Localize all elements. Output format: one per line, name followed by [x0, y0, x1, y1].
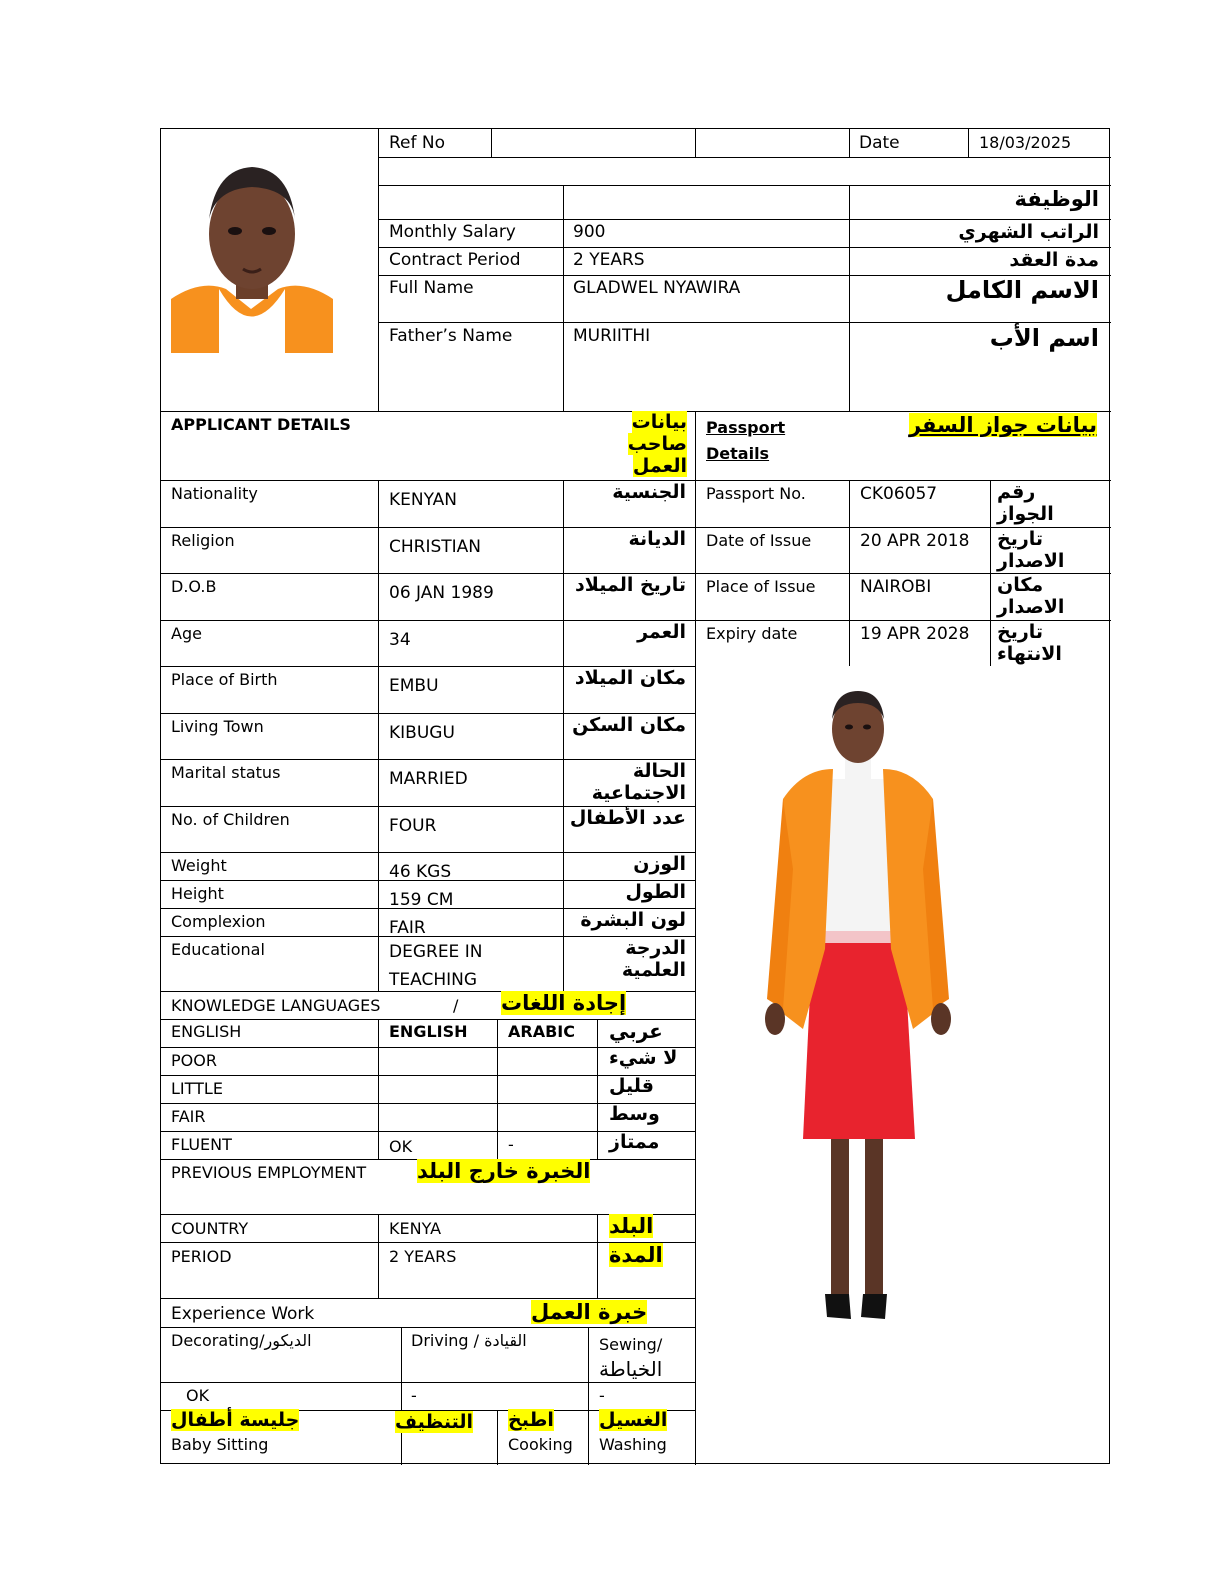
decorating-value: OK	[186, 1386, 210, 1405]
applicant-field-label: Age	[171, 624, 202, 643]
applicant-field-label: Weight	[171, 856, 227, 875]
salary-value: 900	[573, 222, 606, 242]
applicant-field-label-ar: مكان السكن	[572, 714, 686, 736]
skill-baby-ar: جليسة أطفال	[171, 1409, 300, 1431]
passport-details-title: Passport Details	[706, 418, 786, 463]
date-value: 18/03/2025	[979, 133, 1072, 152]
skill-baby-en: Baby Sitting	[171, 1435, 269, 1454]
experience-title: Experience Work	[171, 1304, 315, 1324]
languages-title: KNOWLEDGE LANGUAGES	[171, 996, 381, 1015]
skill-cleaning-ar: التنظيف	[394, 1411, 473, 1433]
applicant-field-label-ar: العمر	[637, 621, 686, 643]
passport-field-label: Expiry date	[706, 624, 798, 643]
language-level-label-ar: قليل	[609, 1075, 654, 1097]
applicant-field-label-ar: الجنسية	[612, 481, 686, 503]
languages-slash: /	[453, 996, 459, 1015]
passport-field-label-ar: تاريخ الانتهاء	[997, 621, 1062, 665]
language-level-label: FLUENT	[171, 1135, 232, 1154]
period-label: PERIOD	[171, 1247, 232, 1266]
languages-title-ar: إجادة اللغات	[501, 991, 627, 1015]
lang-col-en: ENGLISH	[171, 1022, 242, 1041]
applicant-field-label-ar: مكان الميلاد	[574, 667, 686, 689]
salary-label: Monthly Salary	[389, 222, 516, 242]
applicant-details-title-ar: بيانات صاحب العمل	[627, 411, 687, 477]
applicant-field-value: MARRIED	[389, 769, 468, 789]
period-value: 2 YEARS	[389, 1247, 457, 1266]
applicant-field-label: No. of Children	[171, 810, 290, 829]
skill-sewing-ar: الخياطة	[599, 1357, 663, 1381]
salary-label-ar: الراتب الشهري	[958, 221, 1099, 243]
fullname-label-ar: الاسم الكامل	[945, 276, 1099, 304]
passport-details-title-ar: بيانات جواز السفر	[908, 413, 1097, 437]
employment-title-ar: الخبرة خارج البلد	[417, 1159, 591, 1183]
applicant-field-value: 06 JAN 1989	[389, 583, 494, 603]
skill-cooking-en: Cooking	[508, 1435, 573, 1454]
passport-field-label: Passport No.	[706, 484, 806, 503]
passport-field-label-ar: رقم الجواز	[997, 481, 1054, 525]
experience-title-ar: خبرة العمل	[531, 1300, 648, 1324]
passport-field-value: NAIROBI	[860, 577, 932, 597]
applicant-field-label: Living Town	[171, 717, 264, 736]
applicant-field-label: Marital status	[171, 763, 281, 782]
language-level-label-ar: ممتاز	[609, 1131, 660, 1153]
applicant-field-value: 159 CM	[389, 890, 454, 910]
employment-title: PREVIOUS EMPLOYMENT	[171, 1163, 367, 1182]
father-label-ar: اسم الأب	[989, 324, 1099, 352]
applicant-field-label: Place of Birth	[171, 670, 278, 689]
language-english-value: OK	[389, 1137, 413, 1156]
language-arabic-value: -	[508, 1135, 514, 1154]
passport-field-label: Place of Issue	[706, 577, 816, 596]
ref-no-label: Ref No	[389, 133, 446, 153]
applicant-field-label-ar: الدرجة العلمية	[621, 937, 686, 981]
country-label: COUNTRY	[171, 1219, 249, 1238]
applicant-field-value: FAIR	[389, 918, 426, 938]
applicant-field-label-ar: الحالة الاجتماعية	[591, 760, 686, 804]
applicant-field-label-ar: الوزن	[633, 853, 686, 875]
father-value: MURIITHI	[573, 326, 651, 346]
skill-washing-ar: الغسيل	[599, 1409, 668, 1431]
language-level-label: FAIR	[171, 1107, 206, 1126]
sewing-value: -	[599, 1386, 605, 1405]
father-label: Father’s Name	[389, 326, 513, 346]
language-level-label: POOR	[171, 1051, 217, 1070]
date-label: Date	[859, 133, 900, 153]
passport-field-label-ar: تاريخ الاصدار	[997, 528, 1065, 572]
applicant-field-label: Nationality	[171, 484, 258, 503]
applicant-field-label: Educational	[171, 940, 265, 959]
passport-field-value: 20 APR 2018	[860, 531, 970, 551]
lang-col-arabic: ARABIC	[508, 1022, 575, 1041]
applicant-portrait-photo	[171, 139, 333, 353]
application-form	[160, 128, 1110, 1464]
applicant-field-value: KENYAN	[389, 490, 458, 510]
applicant-field-value: 34	[389, 630, 411, 650]
skill-washing-en: Washing	[599, 1435, 667, 1454]
language-level-label-ar: وسط	[609, 1103, 660, 1125]
driving-value: -	[411, 1386, 417, 1405]
job-label-ar: الوظيفة	[1014, 187, 1099, 211]
contract-label: Contract Period	[389, 250, 521, 270]
applicant-field-label-ar: لون البشرة	[580, 909, 686, 931]
applicant-field-label-ar: عدد الأطفال	[569, 807, 686, 829]
skill-cooking-ar: اطبخ	[508, 1409, 554, 1431]
fullname-value: GLADWEL NYAWIRA	[573, 278, 741, 298]
country-value: KENYA	[389, 1219, 442, 1238]
passport-field-label-ar: مكان الاصدار	[997, 574, 1065, 618]
applicant-field-value: CHRISTIAN	[389, 537, 482, 557]
applicant-field-label: D.O.B	[171, 577, 217, 596]
skill-driving: Driving / القيادة	[411, 1331, 527, 1350]
fullname-label: Full Name	[389, 278, 474, 298]
applicant-field-label: Complexion	[171, 912, 266, 931]
passport-field-value: 19 APR 2028	[860, 624, 970, 644]
lang-col-english: ENGLISH	[389, 1022, 468, 1041]
applicant-field-label-ar: الطول	[625, 881, 686, 903]
applicant-full-body-photo	[753, 669, 963, 1329]
applicant-field-label: Religion	[171, 531, 235, 550]
applicant-field-value: KIBUGU	[389, 723, 455, 743]
applicant-field-label: Height	[171, 884, 224, 903]
language-level-label-ar: لا شيء	[609, 1047, 678, 1069]
country-label-ar: البلد	[609, 1214, 654, 1238]
passport-field-label: Date of Issue	[706, 531, 812, 550]
applicant-field-value: DEGREE IN TEACHING	[389, 942, 483, 990]
applicant-field-value: FOUR	[389, 816, 437, 836]
language-level-label: LITTLE	[171, 1079, 223, 1098]
skill-sewing-en: Sewing/	[599, 1335, 663, 1354]
lang-col-ar: عربي	[609, 1019, 663, 1043]
passport-field-value: CK06057	[860, 484, 938, 504]
skill-decorating: Decorating/الديكور	[171, 1331, 312, 1350]
applicant-details-title: APPLICANT DETAILS	[171, 415, 351, 434]
contract-label-ar: مدة العقد	[1009, 249, 1099, 271]
applicant-field-label-ar: تاريخ الميلاد	[575, 574, 686, 596]
applicant-field-value: EMBU	[389, 676, 439, 696]
applicant-field-label-ar: الديانة	[628, 528, 686, 550]
period-label-ar: المدة	[609, 1243, 663, 1267]
contract-value: 2 YEARS	[573, 250, 645, 270]
applicant-field-value: 46 KGS	[389, 862, 452, 882]
